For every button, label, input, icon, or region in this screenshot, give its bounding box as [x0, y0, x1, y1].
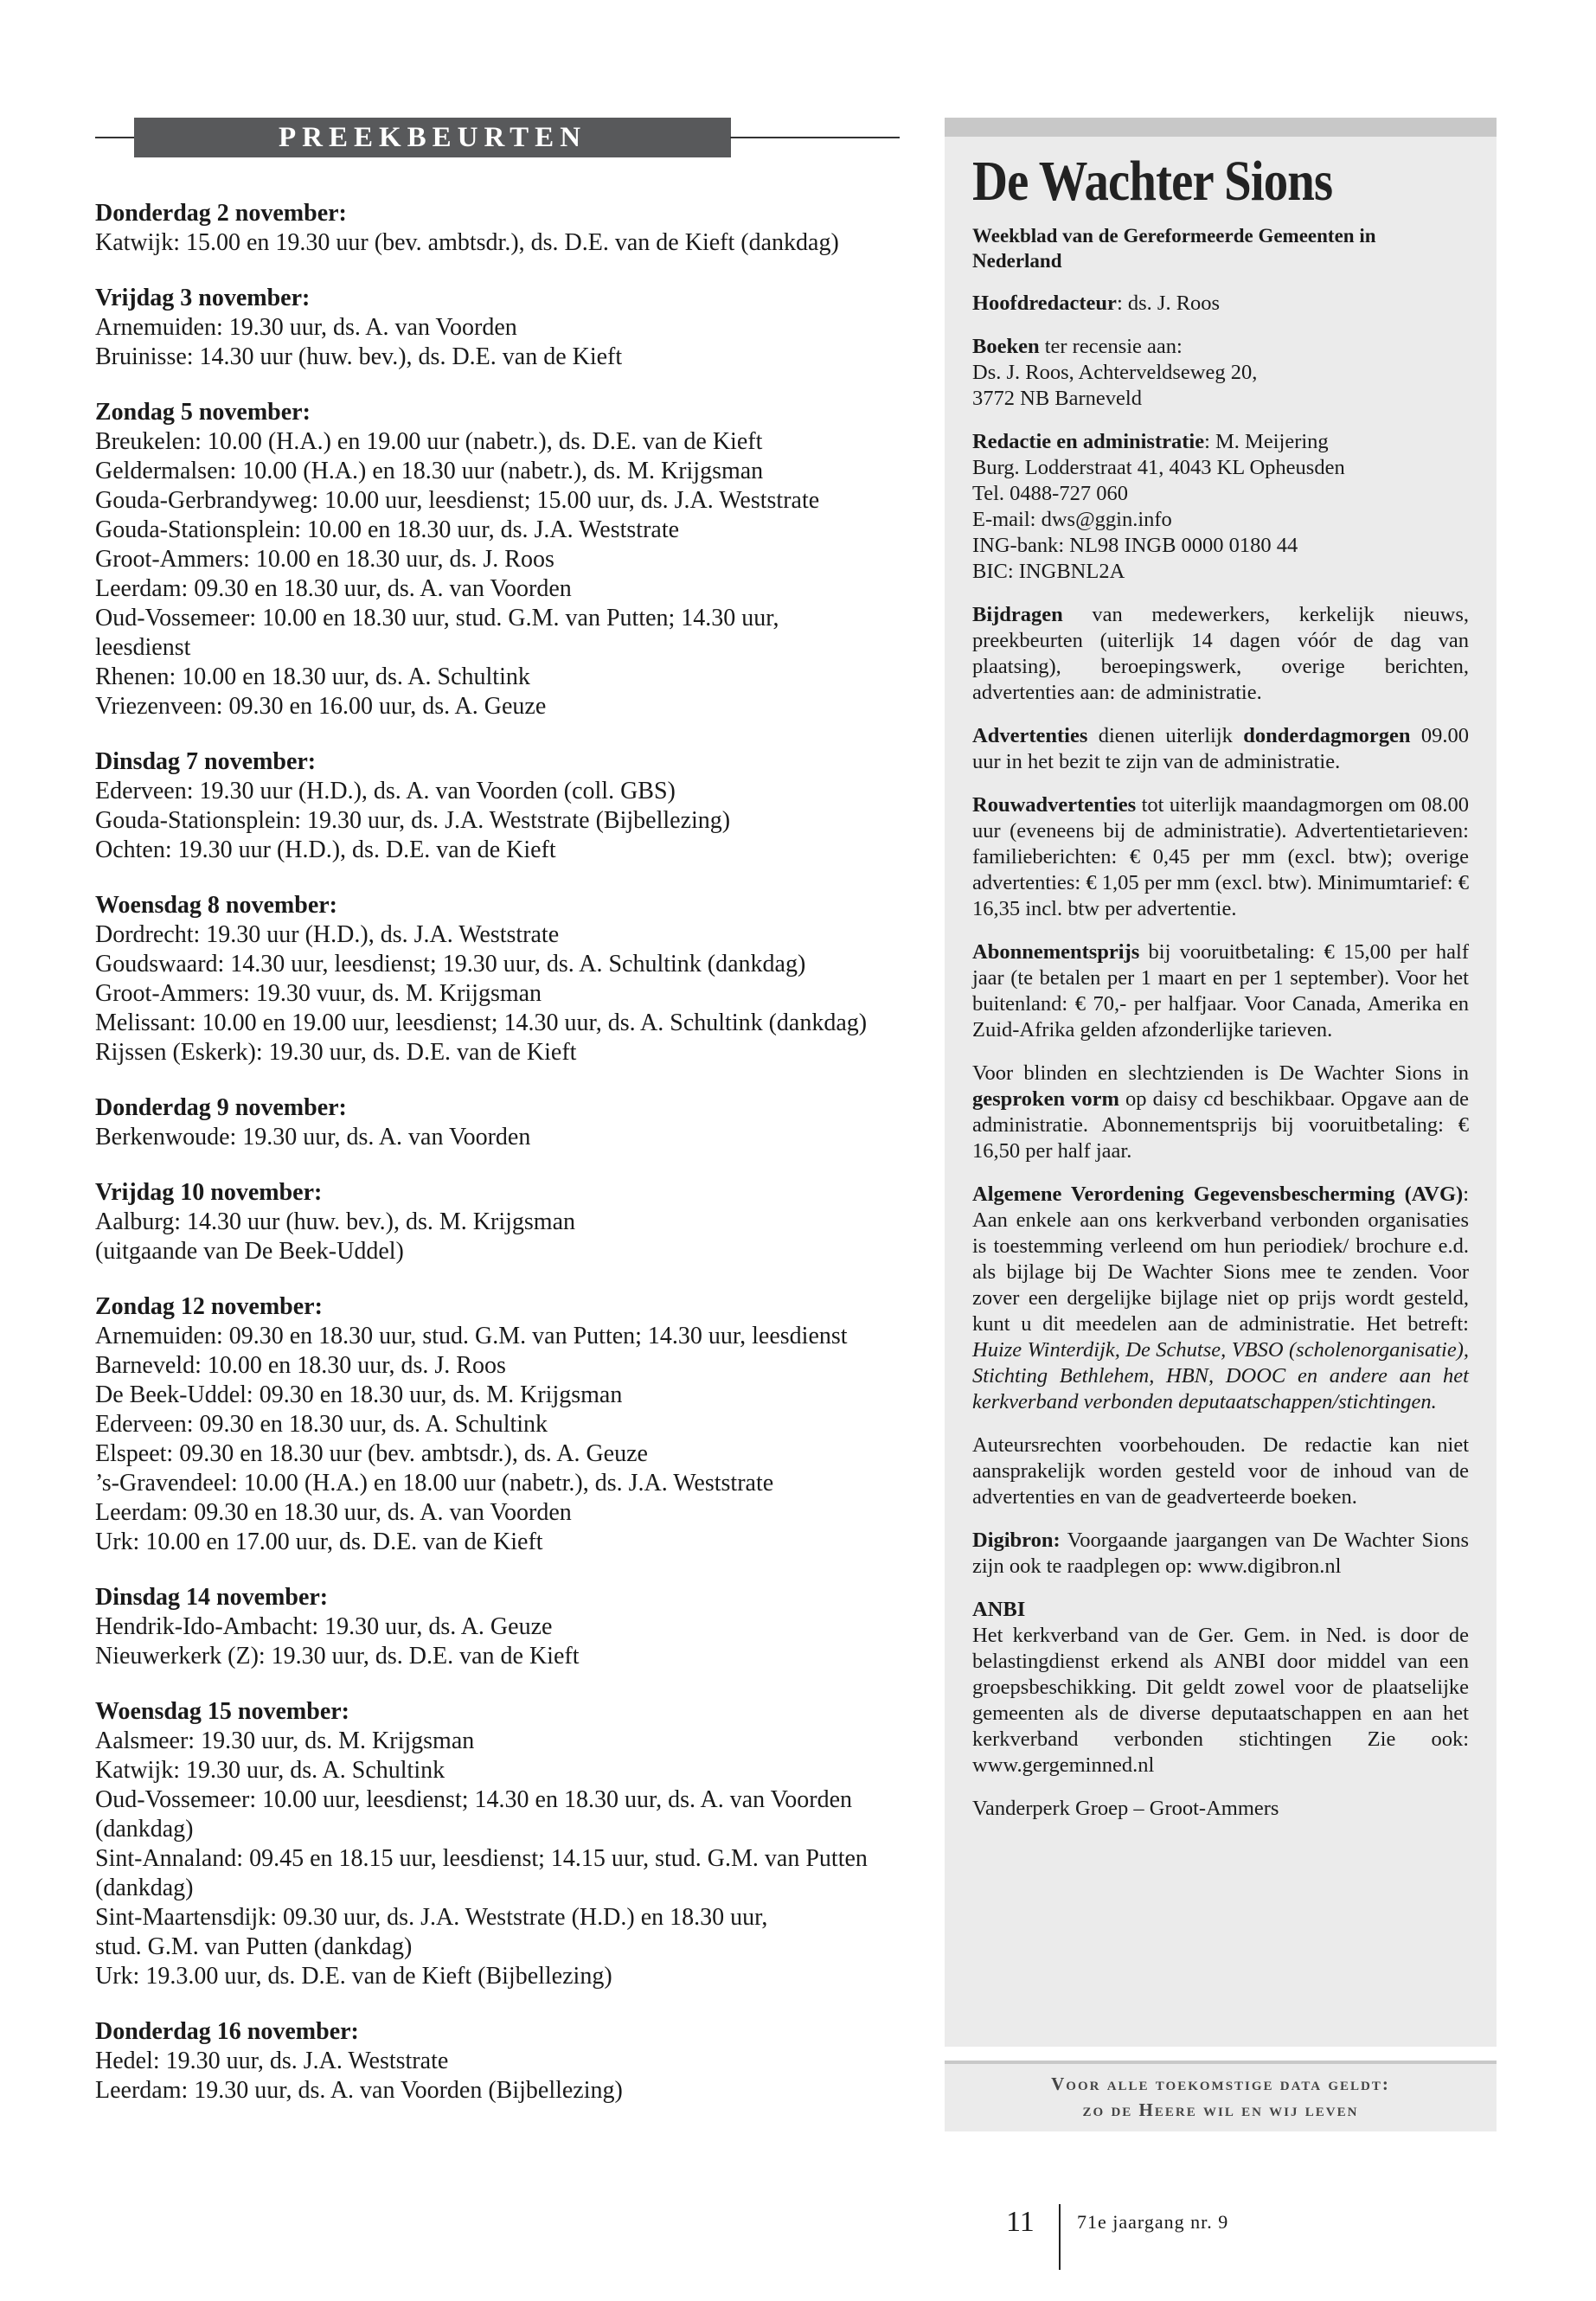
service-day	[95, 1178, 901, 1266]
hoofdredacteur-paragraph	[972, 291, 1469, 317]
hoofdredacteur-label: Hoofdredacteur	[972, 292, 1117, 315]
advertenties-deadline: donderdagmorgen	[1243, 724, 1411, 747]
service-line: Oud-Vossemeer: 10.00 uur, leesdienst; 14.30 en 18.30 uur, ds. A. van Voorden	[95, 1786, 852, 1813]
colophon-panel	[945, 118, 1497, 2047]
service-day-title: Vrijdag 3 november:	[95, 285, 311, 311]
service-line: Arnemuiden: 19.30 uur, ds. A. van Voorden	[95, 314, 517, 341]
service-day	[95, 747, 901, 865]
footer-note-line-1: Voor alle toekomstige data geldt:	[1051, 2073, 1390, 2094]
service-line: (uitgaande van De Beek-Uddel)	[95, 1238, 404, 1265]
service-line: Vriezenveen: 09.30 en 16.00 uur, ds. A. Geuze	[95, 693, 547, 720]
service-line: Melissant: 10.00 en 19.00 uur, leesdienst; 14.30 uur, ds. A. Schultink (dankdag)	[95, 1009, 868, 1036]
service-line: Gouda-Stationsplein: 19.30 uur, ds. J.A. Weststrate (Bijbellezing)	[95, 807, 731, 834]
digibron-label: Digibron:	[972, 1529, 1061, 1552]
service-line: (dankdag)	[95, 1816, 194, 1843]
preekbeurten-column	[95, 118, 901, 2131]
blinden-bold: gesproken vorm	[972, 1087, 1119, 1111]
printer-line: Vanderperk Groep – Groot-Ammers	[972, 1797, 1279, 1820]
service-line: Geldermalsen: 10.00 (H.A.) en 18.30 uur (nabetr.), ds. M. Krijgsman	[95, 458, 764, 484]
header-rule-left	[95, 137, 138, 138]
abon-label: Abonnementsprijs	[972, 940, 1140, 964]
service-line: Katwijk: 19.30 uur, ds. A. Schultink	[95, 1757, 445, 1784]
advertenties-text: dienen uiterlijk	[1087, 724, 1244, 747]
digibron-paragraph	[972, 1528, 1469, 1580]
service-day-title: Vrijdag 10 november:	[95, 1179, 323, 1206]
service-line: leesdienst	[95, 634, 191, 661]
service-line: Sint-Maartensdijk: 09.30 uur, ds. J.A. Weststrate (H.D.) en 18.30 uur,	[95, 1904, 768, 1931]
service-day	[95, 284, 901, 372]
service-day	[95, 1697, 901, 1991]
redactie-line: Burg. Lodderstraat 41, 4043 KL Opheusden	[972, 456, 1345, 479]
service-day	[95, 398, 901, 721]
service-line: Leerdam: 09.30 en 18.30 uur, ds. A. van Voorden	[95, 575, 572, 602]
service-line: Nieuwerkerk (Z): 19.30 uur, ds. D.E. van de Kieft	[95, 1643, 580, 1670]
page-number: 11	[1006, 2206, 1035, 2238]
abonnement-paragraph	[972, 939, 1469, 1043]
boeken-paragraph	[972, 334, 1469, 412]
service-line: (dankdag)	[95, 1875, 194, 1901]
rouwadvertenties-paragraph	[972, 792, 1469, 922]
service-line: Katwijk: 15.00 en 19.30 uur (bev. ambtsdr.), ds. D.E. van de Kieft (dankdag)	[95, 229, 839, 256]
service-line: stud. G.M. van Putten (dankdag)	[95, 1933, 413, 1960]
service-day-title: Donderdag 9 november:	[95, 1094, 347, 1121]
avg-paragraph	[972, 1182, 1469, 1415]
service-line: Aalburg: 14.30 uur (huw. bev.), ds. M. Krijgsman	[95, 1208, 576, 1235]
bijdragen-paragraph	[972, 602, 1469, 706]
page-number-divider	[1059, 2204, 1061, 2270]
service-line: Arnemuiden: 09.30 en 18.30 uur, stud. G.M. van Putten; 14.30 uur, leesdienst	[95, 1323, 848, 1349]
blinden-paragraph	[972, 1061, 1469, 1164]
avg-label: Algemene Verordening Gegevensbescherming (AVG)	[972, 1183, 1464, 1206]
rouw-label: Rouwadvertenties	[972, 793, 1137, 817]
service-day-title: Zondag 5 november:	[95, 399, 311, 426]
services-list	[95, 199, 901, 2106]
advertenties-text-2: 09.00 uur in het bezit te zijn van de administratie.	[972, 724, 1470, 773]
rouw-text: tot uiterlijk maandagmorgen om 08.00 uur (eveneens bij de administratie). Advertentietarieven: familieberichten: € 0,45 per mm (excl. btw); overige advertenties: € 1,05 per mm (excl. btw). Minimumtarief: € 16,35 incl. btw per advertentie.	[972, 793, 1469, 920]
service-line: Ochten: 19.30 uur (H.D.), ds. D.E. van de Kieft	[95, 836, 556, 863]
service-line: Urk: 10.00 en 17.00 uur, ds. D.E. van de Kieft	[95, 1529, 543, 1555]
service-day-title: Woensdag 15 november:	[95, 1698, 349, 1725]
advertenties-label: Advertenties	[972, 724, 1088, 747]
advertenties-paragraph	[972, 723, 1469, 775]
service-day-title: Woensdag 8 november:	[95, 892, 337, 919]
boeken-label: Boeken	[972, 335, 1040, 358]
service-day-title: Zondag 12 november:	[95, 1293, 323, 1320]
hoofdredacteur-value: : ds. J. Roos	[1116, 292, 1221, 315]
service-line: Hendrik-Ido-Ambacht: 19.30 uur, ds. A. Geuze	[95, 1613, 553, 1640]
service-line: Groot-Ammers: 10.00 en 18.30 uur, ds. J. Roos	[95, 546, 554, 573]
redactie-line: E-mail: dws@ggin.info	[972, 508, 1172, 531]
service-line: ’s-Gravendeel: 10.00 (H.A.) en 18.00 uur (nabetr.), ds. J.A. Weststrate	[95, 1470, 774, 1497]
redactie-line: Tel. 0488-727 060	[972, 482, 1128, 505]
service-line: Oud-Vossemeer: 10.00 en 18.30 uur, stud. G.M. van Putten; 14.30 uur,	[95, 605, 779, 631]
service-day	[95, 1292, 901, 1557]
redactie-paragraph	[972, 429, 1469, 585]
service-day-title: Dinsdag 14 november:	[95, 1584, 329, 1611]
bijdragen-label: Bijdragen	[972, 603, 1063, 626]
service-line: Berkenwoude: 19.30 uur, ds. A. van Voorden	[95, 1124, 531, 1150]
service-day	[95, 2017, 901, 2106]
service-day-title: Donderdag 2 november:	[95, 200, 347, 227]
service-day	[95, 1093, 901, 1152]
bijdragen-text: van medewerkers, kerkelijk nieuws, preekbeurten (uiterlijk 14 dagen vóór de dag van plaatsing), beroepingswerk, overige berichten, advertenties aan: de administratie.	[972, 603, 1469, 704]
service-day-title: Dinsdag 7 november:	[95, 748, 317, 775]
service-day	[95, 199, 901, 258]
service-line: Gouda-Gerbrandyweg: 10.00 uur, leesdienst; 15.00 uur, ds. J.A. Weststrate	[95, 487, 820, 514]
service-line: Goudswaard: 14.30 uur, leesdienst; 19.30 uur, ds. A. Schultink (dankdag)	[95, 951, 806, 977]
anbi-label: ANBI	[972, 1598, 1026, 1621]
header-rule-right	[730, 137, 900, 138]
footer-note-line-2: zo de Heere wil en wij leven	[1082, 2099, 1359, 2120]
service-line: De Beek-Uddel: 09.30 en 18.30 uur, ds. M. Krijgsman	[95, 1381, 623, 1408]
service-line: Gouda-Stationsplein: 10.00 en 18.30 uur, ds. J.A. Weststrate	[95, 516, 680, 543]
service-line: Elspeet: 09.30 en 18.30 uur (bev. ambtsdr.), ds. A. Geuze	[95, 1440, 648, 1467]
service-line: Dordrecht: 19.30 uur (H.D.), ds. J.A. Weststrate	[95, 921, 560, 948]
service-line: Leerdam: 19.30 uur, ds. A. van Voorden (Bijbellezing)	[95, 2077, 623, 2104]
digibron-text: Voorgaande jaargangen van De Wachter Sions zijn ook te raadplegen op: www.digibron.nl	[972, 1529, 1469, 1578]
redactie-text: : M. Meijering	[1204, 430, 1329, 453]
avg-organisations: Huize Winterdijk, De Schutse, VBSO (scholenorganisatie), Stichting Bethlehem, HBN, DOOC en andere aan het kerkverband verbonden deputaatschappen/stichtingen.	[972, 1338, 1469, 1413]
service-line: Leerdam: 09.30 en 18.30 uur, ds. A. van Voorden	[95, 1499, 572, 1526]
service-line: Breukelen: 10.00 (H.A.) en 19.00 uur (nabetr.), ds. D.E. van de Kieft	[95, 428, 763, 455]
service-line: Ederveen: 09.30 en 18.30 uur, ds. A. Schultink	[95, 1411, 548, 1438]
edition-label: 71e jaargang nr. 9	[1077, 2211, 1229, 2233]
service-line: Urk: 19.3.00 uur, ds. D.E. van de Kieft (Bijbellezing)	[95, 1963, 612, 1990]
service-day	[95, 891, 901, 1067]
abon-text: bij vooruitbetaling: € 15,00 per half jaar (te betalen per 1 maart en per 1 september). Voor het buitenland: € 70,- per halfjaar. Voor Canada, Amerika en Zuid-Afrika gelden afzonderlijke tarieven.	[972, 940, 1469, 1042]
service-line: Aalsmeer: 19.30 uur, ds. M. Krijgsman	[95, 1727, 475, 1754]
service-line: Barneveld: 10.00 en 18.30 uur, ds. J. Roos	[95, 1352, 506, 1379]
blinden-text-2: op daisy cd beschikbaar. Opgave aan de administratie. Abonnementsprijs bij vooruitbetaling: € 16,50 per half jaar.	[972, 1087, 1469, 1163]
service-line: Groot-Ammers: 19.30 vuur, ds. M. Krijgsman	[95, 980, 542, 1007]
service-line: Rhenen: 10.00 en 18.30 uur, ds. A. Schultink	[95, 663, 530, 690]
anbi-text: Het kerkverband van de Ger. Gem. in Ned. is door de belastingdienst erkend als ANBI door middel van een groepsbeschikking. Dit geldt zowel voor de plaatselijke gemeenten als de diverse deputaatschappen en aan het kerkverband verbonden stichtingen Zie ook: www.gergeminned.nl	[972, 1624, 1469, 1777]
masthead-title: De Wachter Sions	[972, 150, 1333, 213]
section-title: PREEKBEURTEN	[134, 118, 731, 157]
boeken-line: Ds. J. Roos, Achterveldseweg 20,	[972, 361, 1258, 384]
auteursrechten-paragraph: Auteursrechten voorbehouden. De redactie kan niet aansprakelijk worden gesteld voor de inhoud van de advertenties en van de geadverteerde boeken.	[972, 1433, 1469, 1509]
redactie-label: Redactie en administratie	[972, 430, 1205, 453]
anbi-paragraph	[972, 1597, 1469, 1779]
service-line: Rijssen (Eskerk): 19.30 uur, ds. D.E. van de Kieft	[95, 1039, 577, 1066]
boeken-line: 3772 NB Barneveld	[972, 387, 1142, 410]
service-line: Sint-Annaland: 09.45 en 18.15 uur, leesdienst; 14.15 uur, stud. G.M. van Putten	[95, 1845, 868, 1872]
service-line: Bruinisse: 14.30 uur (huw. bev.), ds. D.E. van de Kieft	[95, 343, 623, 370]
footer-note	[945, 2061, 1497, 2131]
blinden-text: Voor blinden en slechtzienden is De Wachter Sions in	[972, 1061, 1469, 1085]
section-header	[95, 118, 901, 159]
boeken-text: ter recensie aan:	[1039, 335, 1183, 358]
masthead-subtitle: Weekblad van de Gereformeerde Gemeenten in Nederland	[972, 225, 1376, 272]
avg-text: : Aan enkele aan ons kerkverband verbonden organisaties is toestemming verleend om hun periodiek/ brochure e.d. als bijlage bij De Wachter Sions mee te zenden. Voor zover een dergelijke bijlage niet op prijs wordt gesteld, kunt u dit meedelen aan de administratie. Het betreft:	[972, 1183, 1469, 1336]
service-line: Ederveen: 19.30 uur (H.D.), ds. A. van Voorden (coll. GBS)	[95, 778, 676, 804]
redactie-line: BIC: INGBNL2A	[972, 560, 1125, 583]
redactie-line: ING-bank: NL98 INGB 0000 0180 44	[972, 534, 1298, 557]
service-day	[95, 1583, 901, 1671]
service-line: Hedel: 19.30 uur, ds. J.A. Weststrate	[95, 2048, 449, 2074]
service-day-title: Donderdag 16 november:	[95, 2018, 359, 2045]
